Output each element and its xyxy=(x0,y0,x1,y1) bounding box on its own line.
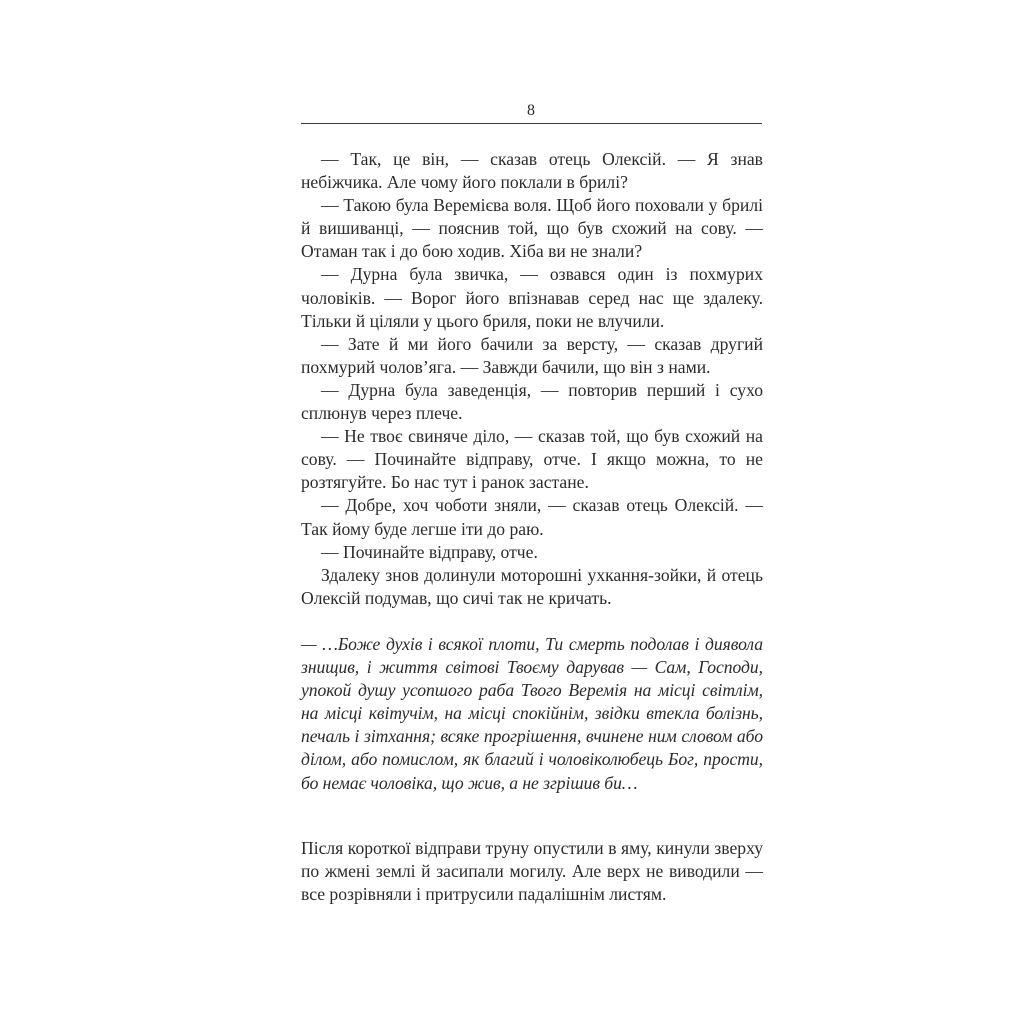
paragraph: — Зате й ми його бачили за версту, — сказав другий похмурий чолов’яга. — Завжди бачили, що він з нами. xyxy=(301,333,763,377)
page-number: 8 xyxy=(527,102,535,119)
paragraph: — Дурна була звичка, — озвався один із похмурих чоловіків. — Ворог його впізнавав серед нас ще здалеку. Тільки й ціляли у цього бриля, поки не влучили. xyxy=(301,264,763,331)
paragraph: Здалеку знов долинули моторошні ухкання-зойки, й отець Олексій подумав, що сичі так не кричать. xyxy=(301,564,763,608)
paragraph: — Починайте відправу, отче. xyxy=(321,541,538,562)
prayer-section xyxy=(301,633,763,795)
closing-paragraph: Після короткої відправи труну опустили в яму, кинули зверху по жмені землі й засипали могилу. Але верх не виводили — все розрівняли і притрусили падалішнім листям. xyxy=(301,838,763,905)
paragraph: — Такою була Веремієва воля. Щоб його поховали у брилі й вишиванці, — пояснив той, що був схожий на сову. — Отаман так і до бою ходив. Хіба ви не знали? xyxy=(301,195,763,262)
dialogue-section xyxy=(301,148,763,610)
closing-section xyxy=(301,837,763,906)
paragraph: — Не твоє свиняче діло, — сказав той, що був схожий на сову. — Починайте відправу, отче. І якщо можна, то не розтягуйте. Бо нас тут і ранок застане. xyxy=(301,426,763,493)
paragraph: — Добре, хоч чоботи зняли, — сказав отець Олексій. — Так йому буде легше іти до раю. xyxy=(301,495,763,539)
paragraph: — Дурна була заведенція, — повторив перший і сухо сплюнув через плече. xyxy=(301,379,763,424)
header-rule xyxy=(301,123,762,124)
paragraph: — Так, це він, — сказав отець Олексій. — Я знав небіжчика. Але чому його поклали в брилі? xyxy=(301,149,763,193)
prayer-paragraph: — …Боже духів і всякої плоти, Ти смерть подолав і диявола знищив, і життя світові Твоєму дарував — Сам, Господи, упокой душу усопшого раба Твого Веремія на місці світлім, на місці квітучім, на місці спокійнім, звідки втекла болізнь, печаль і зітхання; всяке прогрішення, вчинене ним словом або ділом, або помислом, як благий і чоловіколюбець Бог, прости, бо немає чоловіка, що жив, а не згрішив би… xyxy=(301,634,763,793)
